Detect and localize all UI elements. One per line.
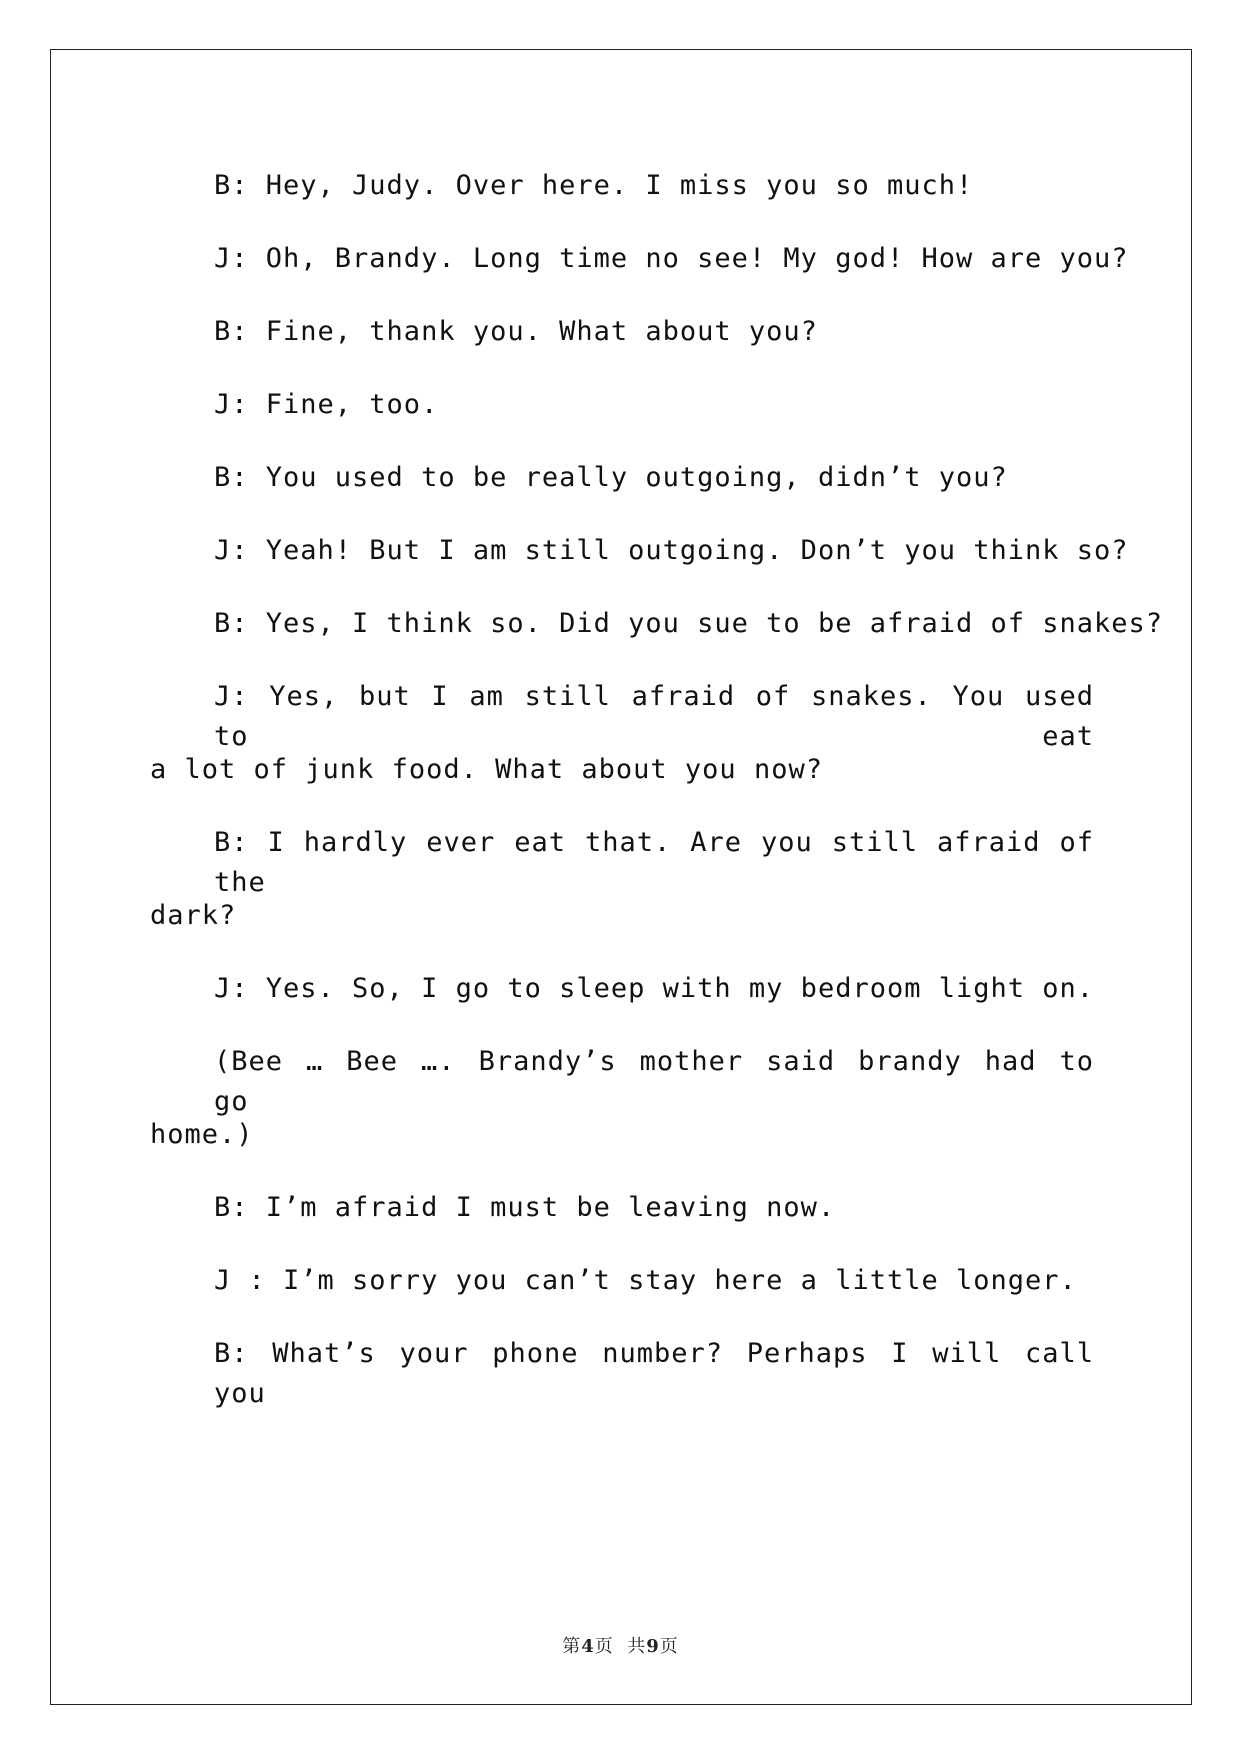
dialogue-line: J: Yes, but I am still afraid of snakes. You used to eat	[214, 681, 1094, 752]
dialogue-line: B: You used to be really outgoing, didn’t you?	[214, 462, 1008, 493]
current-page-number: 4	[581, 1636, 595, 1657]
dialogue-line: B: Yes, I think so. Did you sue to be afraid of snakes?	[214, 608, 1164, 639]
dialogue-line-continuation: a lot of junk food. What about you now?	[150, 754, 823, 785]
page-number-footer	[0, 1632, 1241, 1658]
dialogue-line: B: Fine, thank you. What about you?	[214, 316, 818, 347]
dialogue-line-continuation: dark?	[150, 900, 237, 931]
total-page-number: 9	[646, 1636, 660, 1657]
dialogue-line: B: I hardly ever eat that. Are you still afraid of the	[214, 827, 1094, 898]
stage-direction-continuation: home.)	[150, 1119, 254, 1150]
dialogue-line: B: What’s your phone number? Perhaps I will call you	[214, 1338, 1094, 1409]
dialogue-line: B: I’m afraid I must be leaving now.	[214, 1192, 836, 1223]
footer-suffix: 页	[659, 1636, 679, 1657]
dialogue-line: J: Yeah! But I am still outgoing. Don’t you think so?	[214, 535, 1129, 566]
dialogue-line: J : I’m sorry you can’t stay here a little longer.	[214, 1265, 1077, 1296]
dialogue-line: J: Oh, Brandy. Long time no see! My god! How are you?	[214, 243, 1129, 274]
dialogue-line: B: Hey, Judy. Over here. I miss you so much!	[214, 170, 974, 201]
stage-direction: (Bee … Bee …. Brandy’s mother said brandy had to go	[214, 1046, 1094, 1117]
footer-mid: 页 共	[594, 1636, 647, 1657]
footer-prefix: 第	[562, 1636, 582, 1657]
dialogue-line: J: Yes. So, I go to sleep with my bedroom light on.	[214, 973, 1095, 1004]
dialogue-line: J: Fine, too.	[214, 389, 439, 420]
